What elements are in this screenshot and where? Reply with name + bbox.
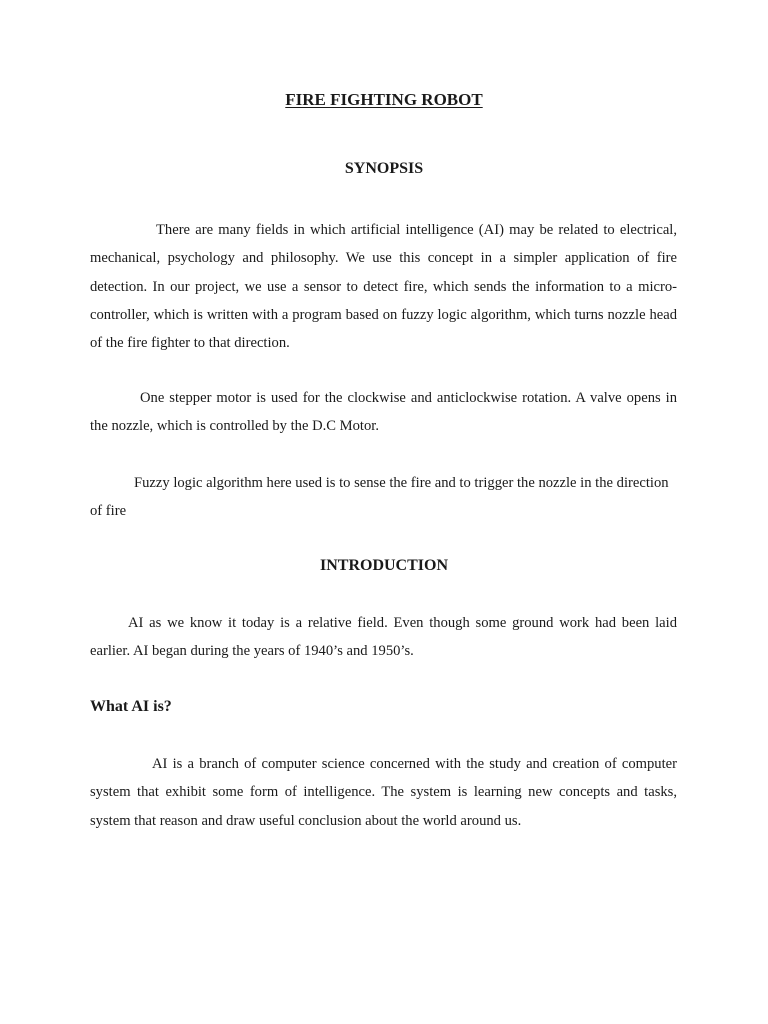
synopsis-paragraph-1: There are many fields in which artificial intelligence (AI) may be related to electrical, mechanical, psychology and philosophy. We use this concept in a simpler application of fire detection. In our project, we use a sensor to detect fire, which sends the information to a micro-controller, which is written with a program based on fuzzy logic algorithm, which turns nozzle head of the fire fighter to that direction. bbox=[90, 222, 677, 352]
what-ai-is-heading: What AI is? bbox=[90, 698, 172, 715]
document-title: FIRE FIGHTING ROBOT bbox=[285, 90, 483, 109]
synopsis-paragraph-2: One stepper motor is used for the clockwise and anticlockwise rotation. A valve opens in the nozzle, which is controlled by the D.C Motor. bbox=[90, 390, 677, 435]
what-ai-is-paragraph: AI is a branch of computer science concerned with the study and creation of computer system that exhibit some form of intelligence. The system is learning new concepts and tasks, system that reason and draw useful conclusion about the world around us. bbox=[90, 756, 677, 829]
introduction-heading: INTRODUCTION bbox=[319, 557, 448, 574]
synopsis-heading: SYNOPSIS bbox=[344, 160, 424, 177]
introduction-paragraph: AI as we know it today is a relative field. Even though some ground work had been laid earlier. AI began during the years of 1940’s and 1950’s. bbox=[90, 615, 677, 660]
synopsis-paragraph-3: Fuzzy logic algorithm here used is to sense the fire and to trigger the nozzle in the direction of fire bbox=[90, 475, 669, 520]
